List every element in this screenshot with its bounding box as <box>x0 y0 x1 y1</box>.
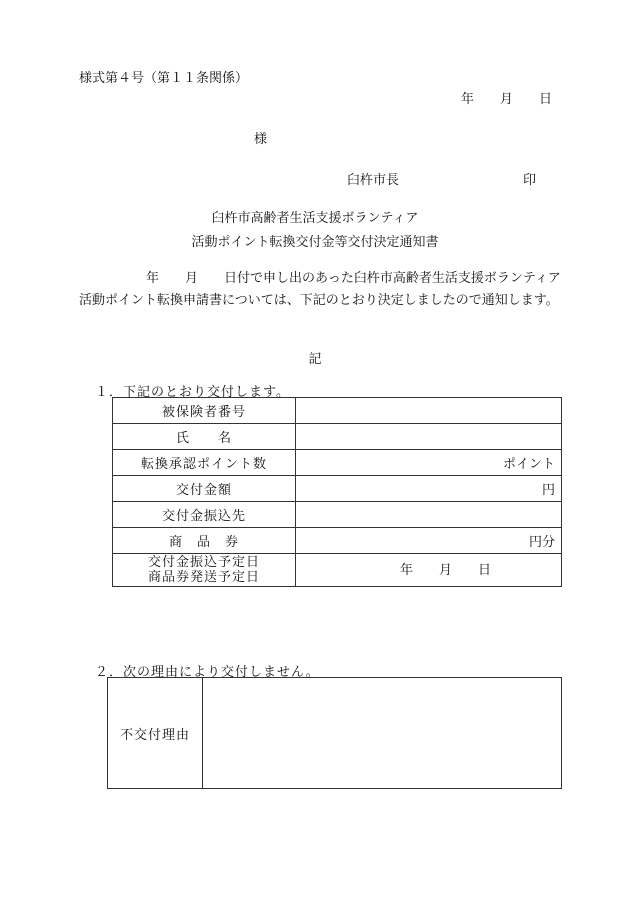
issue-date: 年 月 日 <box>461 92 553 107</box>
table-row <box>113 398 562 424</box>
table-row <box>113 476 562 502</box>
document-title-line1: 臼杵市高齢者生活支援ボランティア <box>211 211 419 226</box>
schedule-label-voucher: 商品券発送予定日 <box>147 570 260 585</box>
seal-mark: 印 <box>523 173 537 188</box>
schedule-label-transfer: 交付金振込予定日 <box>147 555 260 570</box>
reason-label: 不交付理由 <box>108 678 203 789</box>
ki-heading: 記 <box>308 352 322 367</box>
section1-heading: １．下記のとおり交付します。 <box>95 385 290 400</box>
row-label-amount: 交付金額 <box>113 476 296 502</box>
row-label-points: 転換承認ポイント数 <box>113 450 296 476</box>
row-value-insured-number <box>296 398 562 424</box>
row-label-schedule <box>113 554 296 587</box>
grant-table <box>112 397 562 587</box>
row-value-points: ポイント <box>296 450 562 476</box>
row-label-voucher: 商 品 券 <box>113 528 296 554</box>
table-row <box>113 528 562 554</box>
reason-table <box>107 677 562 789</box>
row-label-insured-number: 被保険者番号 <box>113 398 296 424</box>
table-row <box>108 678 562 789</box>
table-row <box>113 502 562 528</box>
row-value-voucher: 円分 <box>296 528 562 554</box>
section2-heading: ２．次の理由により交付しません。 <box>95 665 320 680</box>
reason-value <box>203 678 562 789</box>
row-value-schedule: 年 月 日 <box>296 554 562 587</box>
addressee-honorific: 様 <box>254 132 268 147</box>
row-label-name: 氏 名 <box>113 424 296 450</box>
table-row <box>113 554 562 587</box>
notice-body: 年 月 日付で申し出のあった臼杵市高齢者生活支援ボランティア活動ポイント転換申請書については、下記のとおり決定しましたので通知します。 <box>79 271 561 308</box>
form-number: 様式第４号（第１１条関係） <box>79 71 249 86</box>
row-label-transfer-account: 交付金振込先 <box>113 502 296 528</box>
issuer-name: 臼杵市長 <box>347 173 400 188</box>
table-row <box>113 450 562 476</box>
document-title-line2: 活動ポイント転換交付金等交付決定通知書 <box>191 235 439 250</box>
row-value-amount: 円 <box>296 476 562 502</box>
row-value-name <box>296 424 562 450</box>
row-value-transfer-account <box>296 502 562 528</box>
table-row <box>113 424 562 450</box>
